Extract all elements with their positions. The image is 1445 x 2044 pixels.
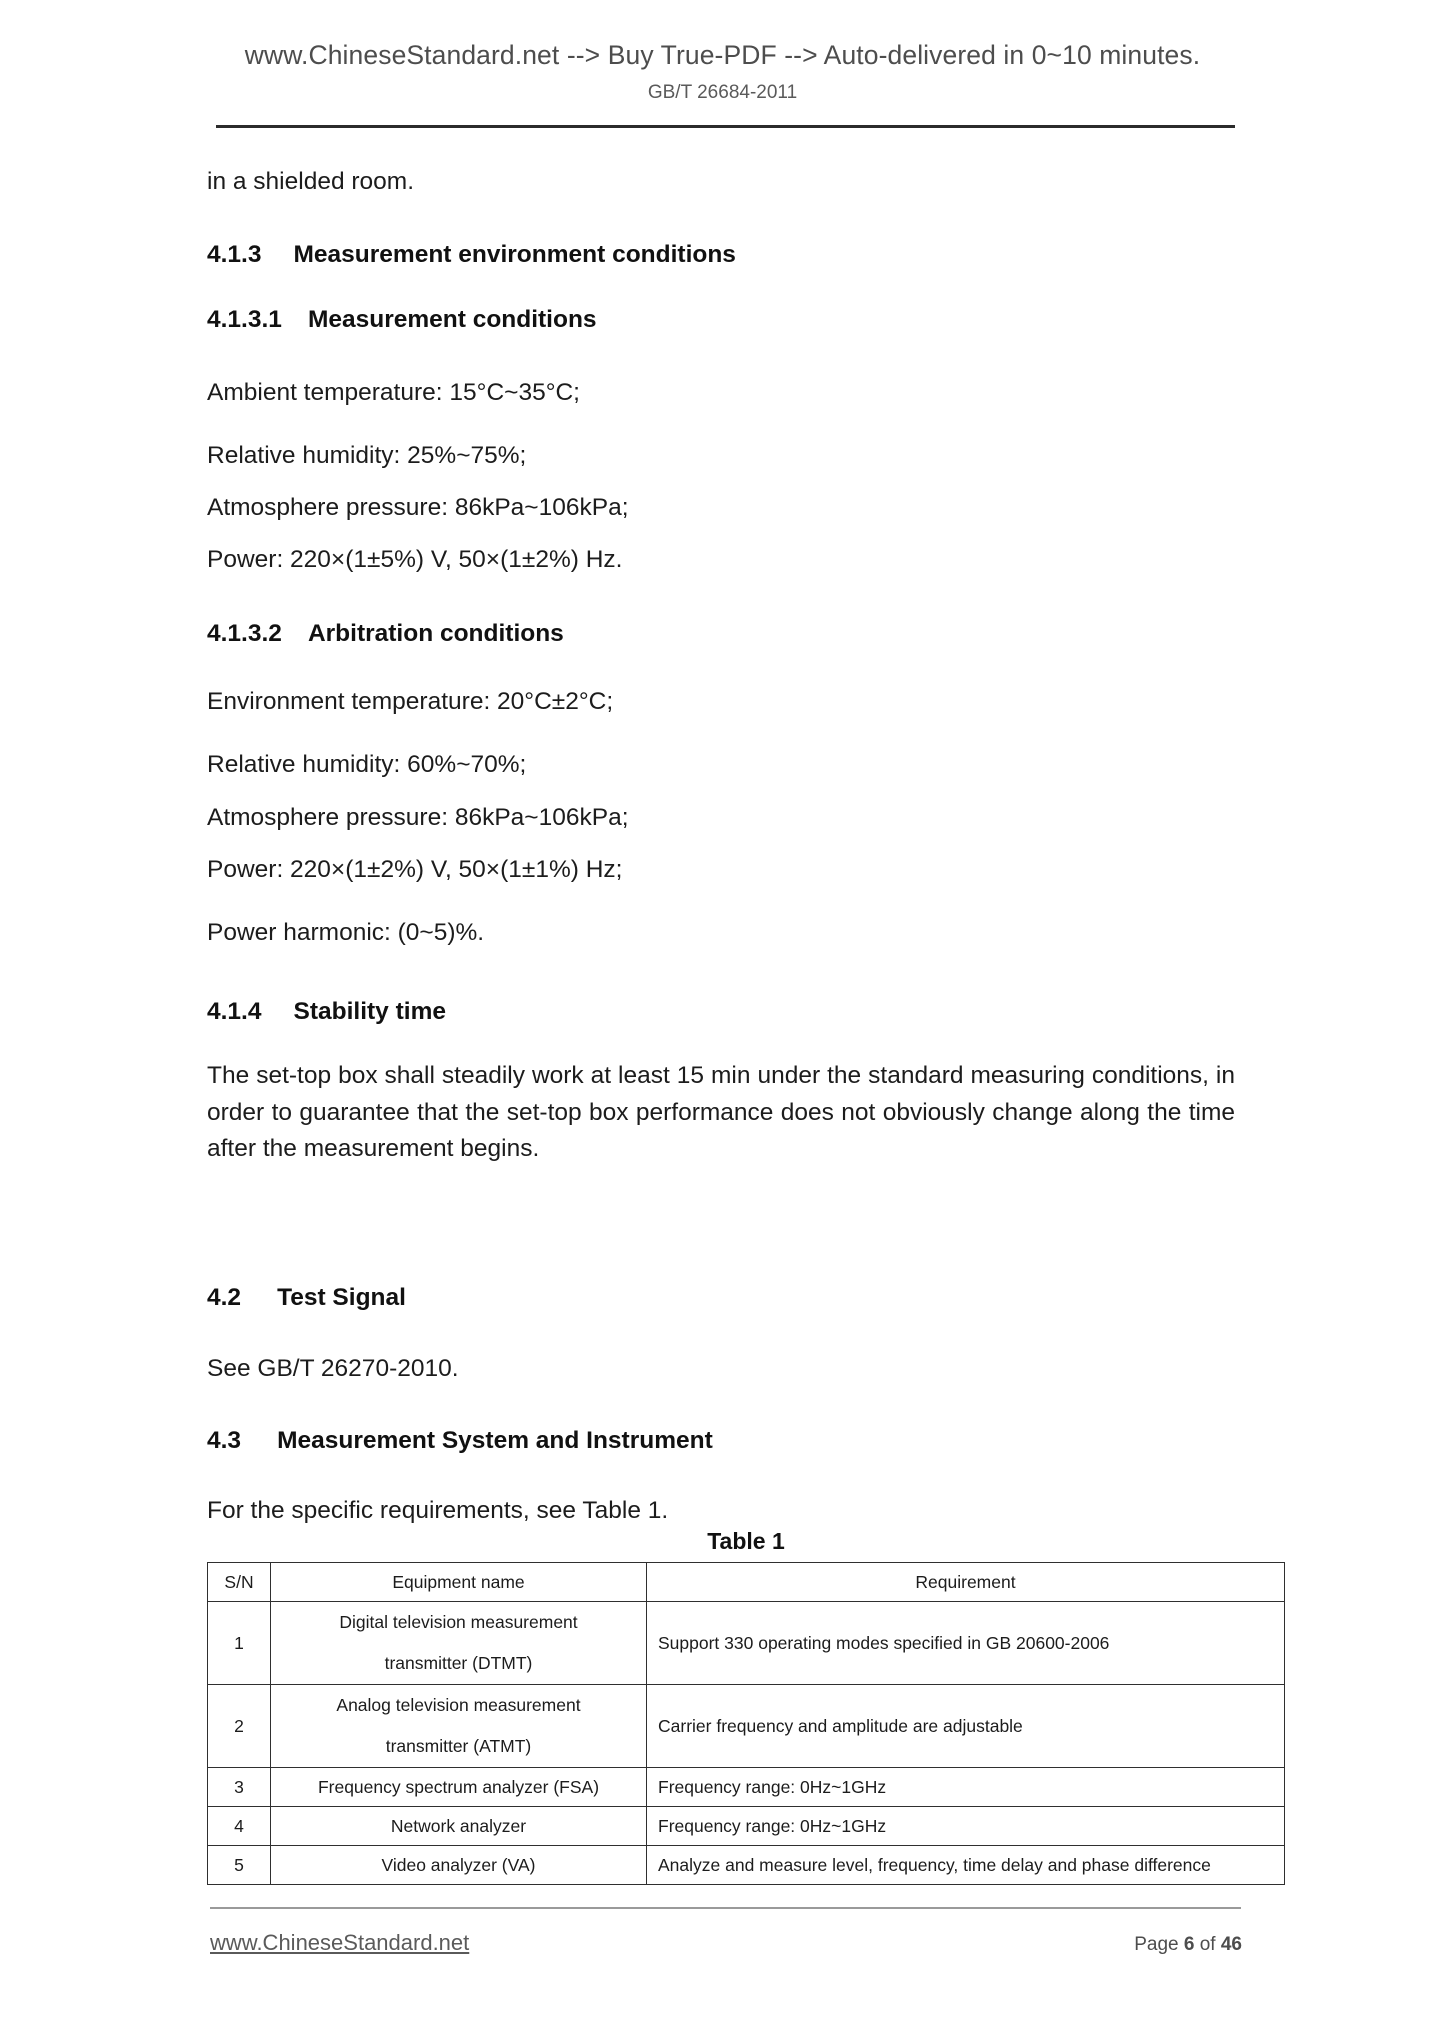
heading-4-1-4 [207,1000,1235,1025]
footer-site-link[interactable]: www.ChineseStandard.net [210,1930,470,1955]
table-caption: Table 1 [707,1528,785,1554]
page-prefix-label: Page [1134,1934,1184,1955]
table-cell-sn: 4 [208,1807,271,1846]
equipment-name-line1: Digital television measurement [339,1612,578,1632]
measurement-condition-item: Atmosphere pressure: 86kPa~106kPa; [207,494,629,521]
table-cell-equipment: Video analyzer (VA) [271,1846,647,1885]
arbitration-condition-item: Power harmonic: (0~5)%. [207,919,485,946]
heading-4-1-3-2-number: 4.1.3.2 [207,620,282,647]
table-row [208,1768,1285,1807]
heading-4-1-3-number: 4.1.3 [207,241,262,268]
heading-4-3-number: 4.3 [207,1427,242,1454]
table-cell-equipment: Network analyzer [271,1807,647,1846]
page-of-label: of [1194,1934,1221,1955]
table-cell-sn: 1 [208,1602,271,1685]
heading-4-1-4-number: 4.1.4 [207,998,262,1025]
table-intro-sentence: For the specific requirements, see Table 1. [207,1497,669,1524]
table-cell-requirement: Analyze and measure level, frequency, time delay and phase difference [647,1846,1285,1885]
running-head-standard-number: GB/T 26684-2011 [647,82,798,103]
heading-4-2 [207,1286,1235,1311]
table-cell-sn: 2 [208,1685,271,1768]
page-total-number: 46 [1220,1934,1242,1955]
table-cell-equipment [271,1602,647,1685]
page-current-number: 6 [1183,1934,1195,1955]
footer-page-number [1060,1934,1242,1956]
table-header-row [208,1563,1285,1602]
table-row [208,1602,1285,1685]
heading-4-1-3-2 [207,622,1235,647]
heading-4-2-title: Test Signal [277,1284,406,1311]
equipment-name-line2: transmitter (ATMT) [385,1736,532,1756]
arbitration-condition-item: Environment temperature: 20°C±2°C; [207,688,614,715]
table-row [208,1685,1285,1768]
heading-4-1-3-2-title: Arbitration conditions [307,620,564,647]
table-header-requirement: Requirement [647,1563,1285,1602]
table-cell-requirement: Frequency range: 0Hz~1GHz [647,1807,1285,1846]
heading-4-3 [207,1429,1235,1454]
table-row [208,1807,1285,1846]
requirements-table [207,1562,1285,1885]
heading-4-1-3-1-title: Measurement conditions [307,306,597,333]
stability-time-paragraph: The set-top box shall steadily work at least 15 min under the standard measuring conditions, in order to guarantee that the set-top box performance does not obviously change along the time after the measurement begins. [207,1062,1235,1162]
table-cell-equipment [271,1685,647,1768]
equipment-name-line1: Analog television measurement [336,1695,581,1715]
heading-4-1-4-title: Stability time [293,998,446,1025]
table-cell-sn: 5 [208,1846,271,1885]
heading-4-2-number: 4.2 [207,1284,242,1311]
arbitration-condition-item: Relative humidity: 60%~70%; [207,751,527,778]
equipment-name-line2: transmitter (DTMT) [384,1653,533,1673]
table-cell-requirement: Carrier frequency and amplitude are adjustable [647,1685,1285,1768]
table-cell-requirement: Support 330 operating modes specified in GB 20600-2006 [647,1602,1285,1685]
table-cell-equipment: Frequency spectrum analyzer (FSA) [271,1768,647,1807]
header-rule [216,125,1235,128]
test-signal-reference: See GB/T 26270-2010. [207,1355,459,1382]
measurement-condition-item: Ambient temperature: 15°C~35°C; [207,379,580,406]
continued-sentence: in a shielded room. [207,168,415,195]
footer-rule [210,1907,1241,1909]
table-cell-sn: 3 [208,1768,271,1807]
heading-4-1-3-1-number: 4.1.3.1 [207,306,282,333]
table-header-equipment: Equipment name [271,1563,647,1602]
arbitration-condition-item: Atmosphere pressure: 86kPa~106kPa; [207,804,629,831]
table-header-sn: S/N [208,1563,271,1602]
heading-4-1-3-title: Measurement environment conditions [293,241,736,268]
heading-4-1-3 [207,243,1235,268]
measurement-condition-item: Relative humidity: 25%~75%; [207,442,527,469]
promo-banner: www.ChineseStandard.net --> Buy True-PDF --> Auto-delivered in 0~10 minutes. [244,40,1201,70]
heading-4-3-title: Measurement System and Instrument [277,1427,713,1454]
measurement-condition-item: Power: 220×(1±5%) V, 50×(1±2%) Hz. [207,546,623,573]
heading-4-1-3-1 [207,308,1235,333]
arbitration-condition-item: Power: 220×(1±2%) V, 50×(1±1%) Hz; [207,856,623,883]
table-cell-requirement: Frequency range: 0Hz~1GHz [647,1768,1285,1807]
table-row [208,1846,1285,1885]
